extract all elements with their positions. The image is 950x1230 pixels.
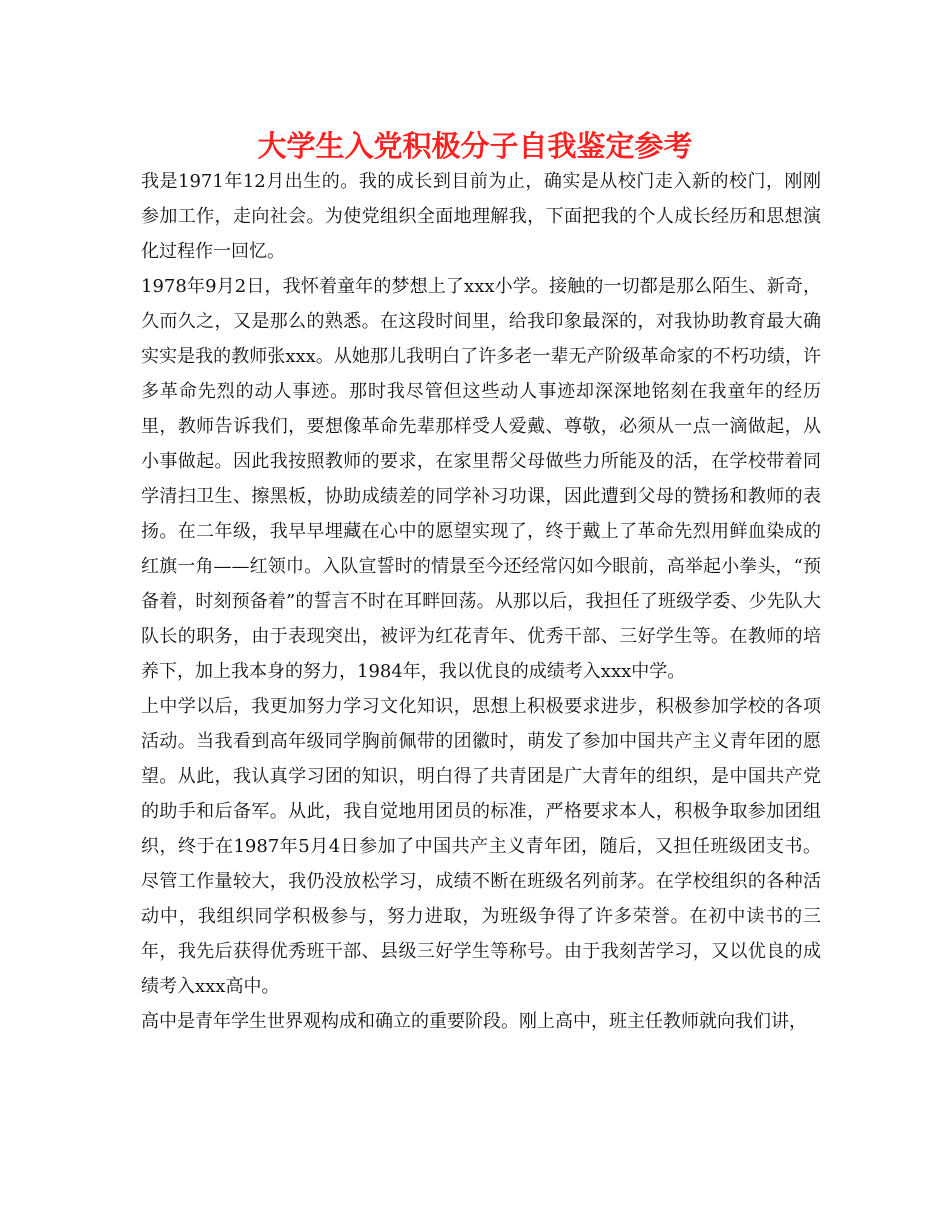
paragraph-primary-school: 1978年9月2日，我怀着童年的梦想上了xxx小学。接触的一切都是那么陌生、新奇，久而久之，又是那么的熟悉。在这段时间里，给我印象最深的，对我协助教育最大确实实是我的教师张xxx。从她那儿我明白了许多老一辈无产阶级革命家的不朽功绩，许多革命先烈的动人事迹。那时我尽管但这些动人事迹却深深地铭刻在我童年的经历里，教师告诉我们，要想像革命先辈那样受人爱戴、尊敬，必须从一点一滴做起，从小事做起。因此我按照教师的要求，在家里帮父母做些力所能及的活，在学校带着同学清扫卫生、擦黑板，协助成绩差的同学补习功课，因此遭到父母的赞扬和教师的表扬。在二年级，我早早埋藏在心中的愿望实现了，终于戴上了革命先烈用鲜血染成的红旗一角——红领巾。入队宣誓时的情景至今还经常闪如今眼前，高举起小拳头，“预备着，时刻预备着”的誓言不时在耳畔回荡。从那以后，我担任了班级学委、少先队大队长的职务，由于表现突出，被评为红花青年、优秀干部、三好学生等。在教师的培养下，加上我本身的努力，1984年，我以优良的成绩考入xxx中学。: [141, 276, 821, 682]
paragraph-intro: 我是1971年12月出生的。我的成长到目前为止，确实是从校门走入新的校门，刚刚参加工作，走向社会。为使党组织全面地理解我，下面把我的个人成长经历和思想演化过程作一回忆。: [141, 171, 821, 262]
paragraph-high-school: 高中是青年学生世界观构成和确立的重要阶段。刚上高中，班主任教师就向我们讲，: [141, 1011, 807, 1032]
document-body: [141, 164, 821, 1039]
paragraph-middle-school: 上中学以后，我更加努力学习文化知识，思想上积极要求进步，积极参加学校的各项活动。当我看到高年级同学胸前佩带的团徽时，萌发了参加中国共产主义青年团的愿望。从此，我认真学习团的知识，明白得了共青团是广大青年的组织，是中国共产党的助手和后备军。从此，我自觉地用团员的标准，严格要求本人，积极争取参加团组织，终于在1987年5月4日参加了中国共产主义青年团，随后，又担任班级团支书。尽管工作量较大，我仍没放松学习，成绩不断在班级名列前茅。在学校组织的各种活动中，我组织同学积极参与，努力进取，为班级争得了许多荣誉。在初中读书的三年，我先后获得优秀班干部、县级三好学生等称号。由于我刻苦学习，又以优良的成绩考入xxx高中。: [141, 696, 821, 997]
document-title: 大学生入党积极分子自我鉴定参考: [257, 129, 693, 163]
